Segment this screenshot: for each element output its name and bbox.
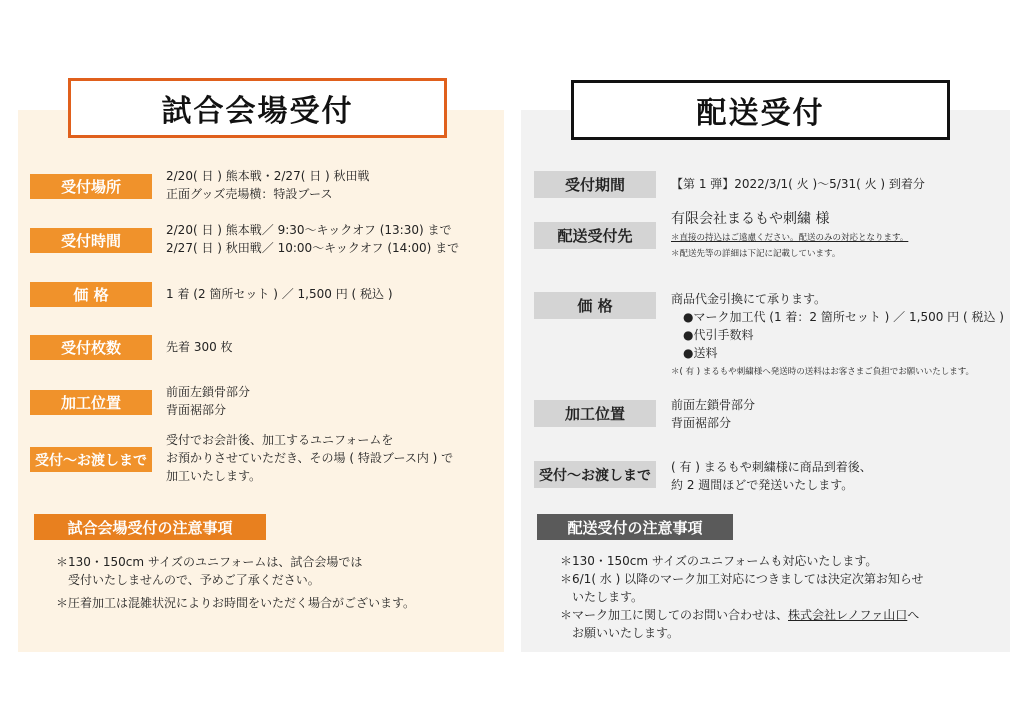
destination-note-1: ＊直接の持込はご遠慮ください。配送のみの対応となります。	[671, 233, 909, 243]
label-reception-hours: 受付時間	[30, 228, 152, 253]
reception-period-text: 【第 1 弾】2022/3/1( 火 )〜5/31( 火 ) 到着分	[671, 177, 925, 191]
label-reception-period: 受付期間	[534, 171, 656, 198]
price-text: 1 着 (2 箇所セット ) ／ 1,500 円 ( 税込 )	[166, 287, 393, 301]
destination-note-2: ＊配送先等の詳細は下記に記載しています。	[671, 249, 841, 259]
label-reception-count: 受付枚数	[30, 335, 152, 360]
price-delivery-text: 商品代金引換にて承ります。 ●マーク加工代 (1 着：2 箇所セット ) ／ 1,500 円 ( 税込 ) ●代引手数料 ●送料 ＊( 有 ) まるもや刺繍様へ発送時の送料はお客さまご負担でお願いいたします。	[671, 292, 1004, 377]
reception-to-delivery-text: 受付でお会計後、加工するユニフォームを お預かりさせていただき、その場 ( 特設ブース内 ) で 加工いたします。	[166, 433, 454, 483]
venue-notice-list: ＊130・150cm サイズのユニフォームは、試合会場では 受付いたしませんので、予めご了承ください。 ＊圧着加工は混雑状況によりお時間をいただく場合がございます。	[56, 555, 416, 610]
label-print-position-delivery: 加工位置	[534, 400, 656, 427]
delivery-destination-text	[671, 210, 908, 262]
label-reception-to-delivery-right: 受付〜お渡しまで	[534, 461, 656, 488]
venue-notice-heading: 試合会場受付の注意事項	[34, 514, 266, 540]
delivery-reception-title: 配送受付	[571, 80, 950, 140]
label-reception-location: 受付場所	[30, 174, 152, 199]
label-print-position: 加工位置	[30, 390, 152, 415]
label-reception-to-delivery: 受付〜お渡しまで	[30, 447, 152, 472]
delivery-notice-list: ＊130・150cm サイズのユニフォームも対応いたします。 ＊6/1( 水 ) 以降のマーク加工対応につきましては決定次第お知らせ いたします。 ＊マーク加工に関してのお問い合わせは、株式会社レノファ山口へ お願いいたします。	[560, 554, 924, 640]
renofa-yamaguchi-link[interactable]: 株式会社レノファ山口	[788, 608, 908, 622]
venue-reception-title: 試合会場受付	[68, 78, 447, 138]
print-position-delivery-text: 前面左鎖骨部分 背面裾部分	[671, 398, 756, 430]
reception-to-delivery-right-text: ( 有 ) まるもや刺繍様に商品到着後、 約 2 週間ほどで発送いたします。	[671, 460, 872, 492]
label-price-delivery: 価 格	[534, 292, 656, 319]
print-position-text: 前面左鎖骨部分 背面裾部分	[166, 385, 251, 417]
reception-count-text: 先着 300 枚	[166, 340, 233, 354]
label-price: 価 格	[30, 282, 152, 307]
reception-location-text: 2/20( 日 ) 熊本戦・2/27( 日 ) 秋田戦 正面グッズ売場横：特設ブース	[166, 169, 370, 201]
label-delivery-destination: 配送受付先	[534, 222, 656, 249]
delivery-notice-heading: 配送受付の注意事項	[537, 514, 733, 540]
destination-company: 有限会社まるもや刺繍 様	[671, 211, 830, 227]
reception-hours-text: 2/20( 日 ) 熊本戦／ 9:30〜キックオフ (13:30) まで 2/27( 日 ) 秋田戦／ 10:00〜キックオフ (14:00) まで	[166, 223, 460, 255]
